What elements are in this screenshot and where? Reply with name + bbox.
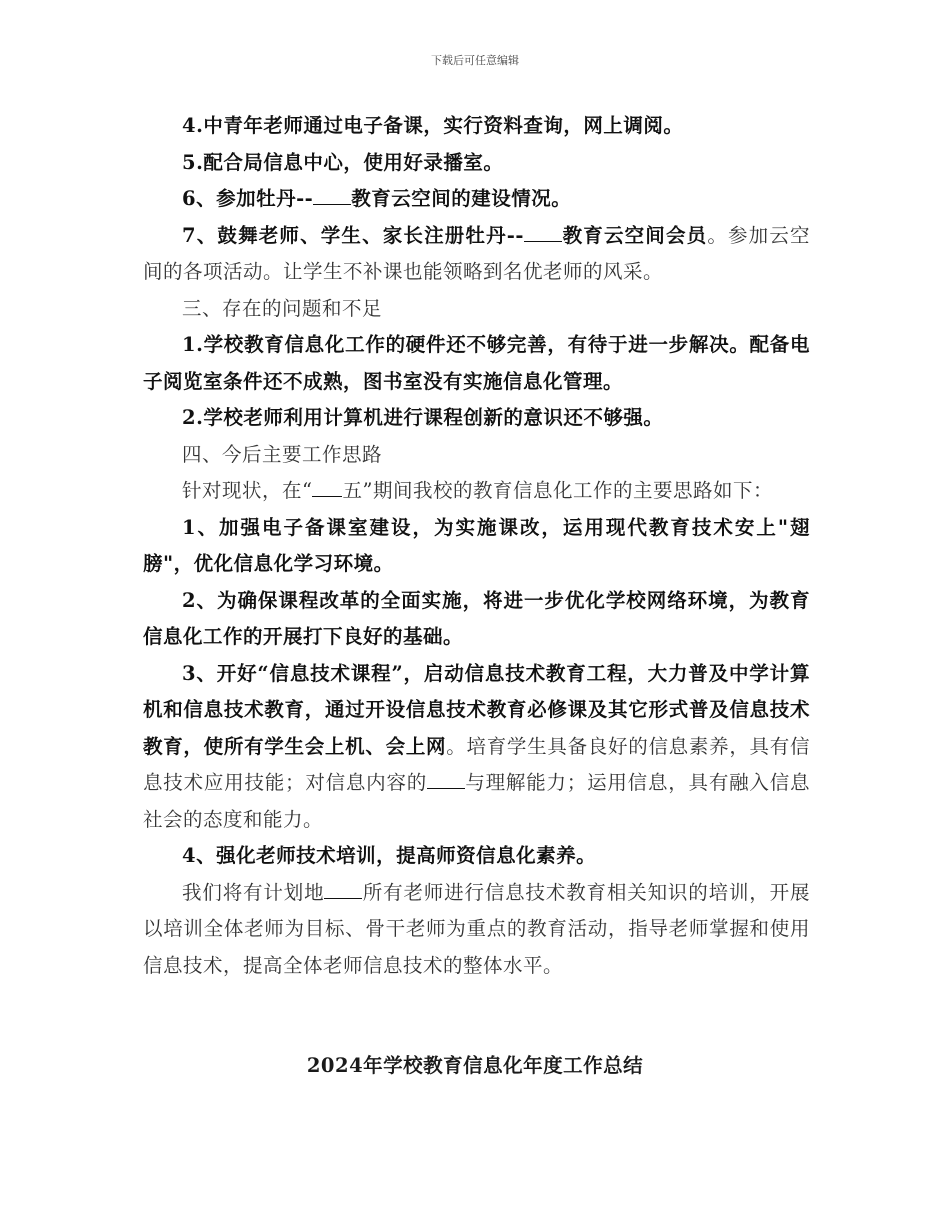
blank-underline	[324, 881, 362, 899]
problem-2: 2.学校老师利用计算机进行课程创新的意识还不够强。	[182, 406, 664, 429]
item-7	[143, 218, 810, 291]
plan-4: 4、强化老师技术培训，提高师资信息化素养。	[182, 844, 597, 867]
section-3-heading: 三、存在的问题和不足	[182, 296, 383, 320]
page-header: 下载后可任意编辑	[431, 54, 519, 67]
plan-3-part-a: 3、开好“信息技术课程”，启动信息技术教育工程，大力普及中学计算机和信息技术教育，通过开设信息技术教育必修课及其它形式普及信息技术教育，使所有学生会上机、会上网	[143, 661, 810, 758]
intro-part-a: 针对现状，在“	[182, 479, 313, 502]
blank-underline	[313, 187, 351, 205]
blank-underline	[524, 224, 562, 242]
plan-3-part-c: 与理解能力；运用信息，具有融入信息社会的态度和能力。	[143, 771, 810, 831]
item-6	[143, 181, 810, 218]
item-6-part-a: 6、参加牡丹--	[182, 187, 314, 210]
plan-2: 2、为确保课程改革的全面实施，将进一步优化学校网络环境，为教育信息化工作的开展打下良好的基础。	[143, 588, 810, 648]
item-7-part-a: 7、鼓舞老师、学生、家长注册牡丹--	[182, 223, 524, 247]
plan-3	[143, 656, 810, 839]
plan-4-detail-part-b: 所有老师进行信息技术教育相关知识的培训，开展以培训全体老师为目标、骨干老师为重点的教育活动，指导老师掌握和使用信息技术，提高全体老师信息技术的整体水平。	[143, 880, 810, 977]
plan-3-part-b: 。培育学生具备良好的信息素养，具有信息技术应用技能；对信息内容的	[143, 734, 810, 794]
item-4: 4.中青年老师通过电子备课，实行资料查询，网上调阅。	[182, 114, 684, 137]
intro-part-b: 五”期间我校的教育信息化工作的主要思路如下：	[342, 479, 773, 502]
plan-1: 1、加强电子备课室建设，为实施课改，运用现代教育技术安上"翅膀"，优化信息化学习环境。	[143, 515, 810, 575]
plan-4-detail	[143, 875, 810, 985]
problem-1: 1.学校教育信息化工作的硬件还不够完善，有待于进一步解决。配备电子阅览室条件还不成熟，图书室没有实施信息化管理。	[143, 333, 810, 393]
blank-underline	[427, 771, 465, 789]
item-7-part-c: 。参加云空间的各项活动。让学生不补课也能领略到名优老师的风采。	[143, 223, 810, 283]
section-4-heading: 四、今后主要工作思路	[182, 442, 383, 466]
item-5: 5.配合局信息中心，使用好录播室。	[182, 150, 504, 174]
blank-underline	[312, 479, 342, 497]
document-title: 2024年学校教育信息化年度工作总结	[306, 1054, 644, 1077]
plan-4-detail-part-a: 我们将有计划地	[182, 880, 325, 904]
intro-paragraph	[143, 473, 810, 510]
document-body	[143, 108, 810, 984]
item-7-part-b: 教育云空间会员	[561, 223, 708, 247]
item-6-part-b: 教育云空间的建设情况。	[351, 187, 572, 210]
